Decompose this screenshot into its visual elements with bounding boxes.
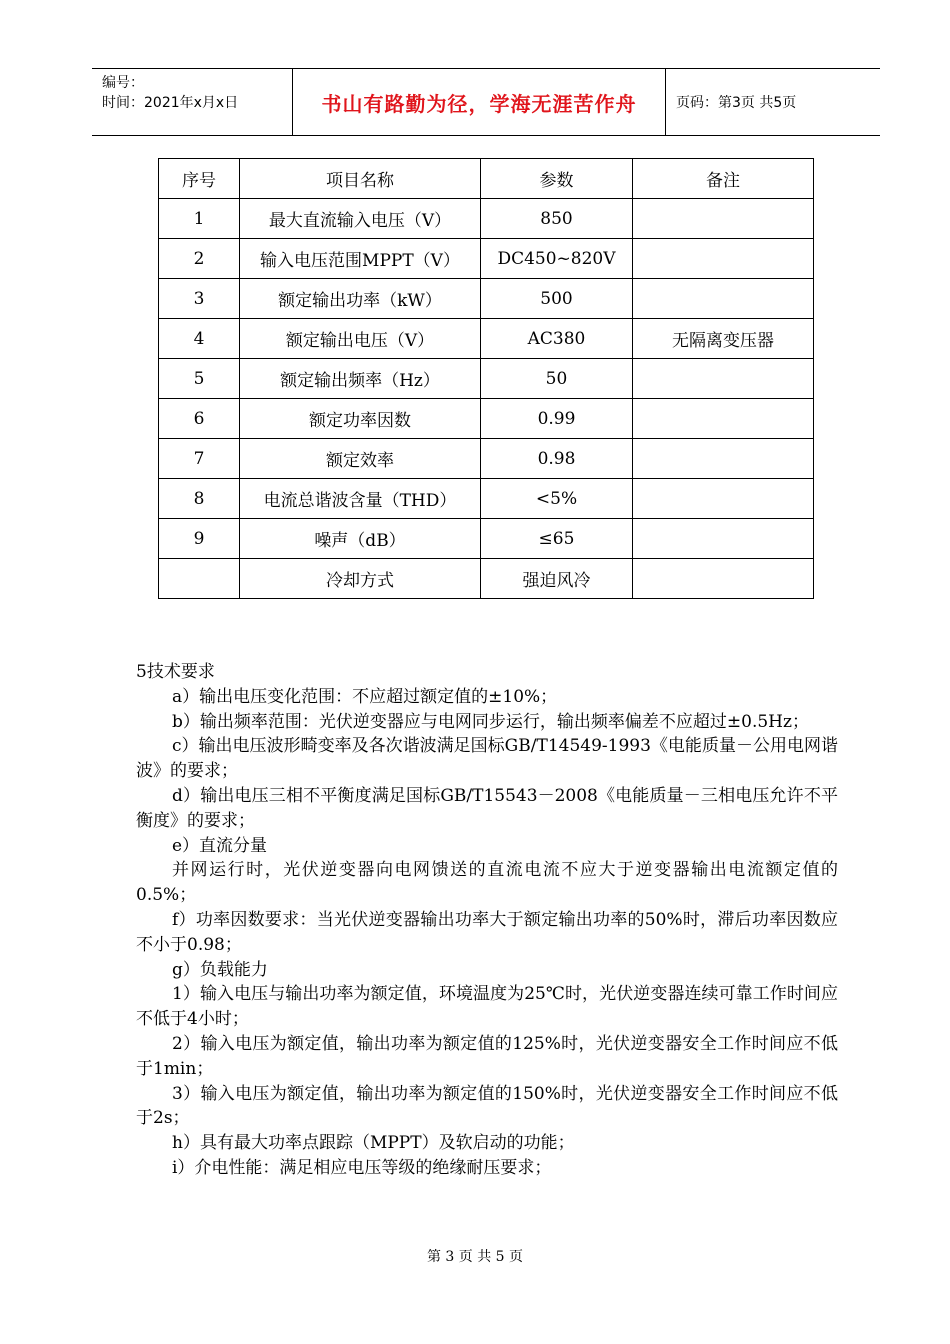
requirement-paragraph: h）具有最大功率点跟踪（MPPT）及软启动的功能； [172, 1133, 575, 1154]
cell-value: ≤65 [481, 519, 633, 559]
column-header-item: 项目名称 [240, 159, 481, 199]
cell-index: 7 [159, 439, 240, 479]
column-header-remark: 备注 [633, 159, 814, 199]
requirement-paragraph: 1）输入电压与输出功率为额定值，环境温度为25℃时，光伏逆变器连续可靠工作时间应不低于4小时； [136, 984, 838, 1030]
cell-value: 强迫风冷 [481, 559, 633, 599]
requirement-paragraph: i）介电性能：满足相应电压等级的绝缘耐压要求； [172, 1157, 552, 1178]
requirement-paragraph: a）输出电压变化范围：不应超过额定值的±10%； [172, 686, 558, 707]
cell-remark: 无隔离变压器 [633, 319, 814, 359]
technical-requirements-section [136, 660, 838, 1181]
requirement-paragraph: b）输出频率范围：光伏逆变器应与电网同步运行，输出频率偏差不应超过±0.5Hz； [172, 711, 809, 732]
table-row [159, 519, 814, 559]
requirement-paragraph: 2）输入电压为额定值，输出功率为额定值的125%时，光伏逆变器安全工作时间应不低于1min； [136, 1033, 838, 1079]
cell-index: 8 [159, 479, 240, 519]
cell-remark [633, 559, 814, 599]
cell-remark [633, 199, 814, 239]
requirement-paragraph: d）输出电压三相不平衡度满足国标GB/T15543－2008《电能质量－三相电压允许不平衡度》的要求； [136, 785, 838, 831]
cell-value: DC450~820V [481, 239, 633, 279]
cell-remark [633, 359, 814, 399]
cell-index: 1 [159, 199, 240, 239]
requirement-paragraph: c）输出电压波形畸变率及各次谐波满足国标GB/T14549-1993《电能质量－公用电网谐波》的要求； [136, 736, 838, 782]
section-title: 5技术要求 [136, 662, 215, 682]
cell-index: 9 [159, 519, 240, 559]
table-row [159, 279, 814, 319]
requirement-paragraph: f）功率因数要求：当光伏逆变器输出功率大于额定输出功率的50%时，滞后功率因数应不小于0.98； [136, 909, 838, 955]
document-number-label: 编号： [102, 75, 144, 91]
page-footer: 第 3 页 共 5 页 [426, 1249, 524, 1265]
requirement-paragraph: 并网运行时，光伏逆变器向电网馈送的直流电流不应大于逆变器输出电流额定值的0.5%； [136, 860, 838, 906]
cell-index: 4 [159, 319, 240, 359]
table-row [159, 439, 814, 479]
cell-index: 3 [159, 279, 240, 319]
cell-item: 额定功率因数 [240, 399, 481, 439]
table-row [159, 319, 814, 359]
cell-value: 0.98 [481, 439, 633, 479]
document-time: 时间：2021年x月x日 [102, 95, 239, 111]
cell-remark [633, 479, 814, 519]
cell-item: 额定输出电压（V） [240, 319, 481, 359]
page-header [92, 68, 880, 136]
table-row [159, 479, 814, 519]
cell-remark [633, 399, 814, 439]
table-row [159, 559, 814, 599]
cell-index: 2 [159, 239, 240, 279]
cell-value: 500 [481, 279, 633, 319]
parameters-table [158, 158, 814, 599]
cell-item: 电流总谐波含量（THD） [240, 479, 481, 519]
header-motto: 书山有路勤为径，学海无涯苦作舟 [293, 69, 666, 135]
table-row [159, 199, 814, 239]
cell-item: 最大直流输入电压（V） [240, 199, 481, 239]
requirement-paragraph: e）直流分量 [172, 835, 268, 856]
cell-item: 冷却方式 [240, 559, 481, 599]
cell-item: 额定效率 [240, 439, 481, 479]
cell-remark [633, 279, 814, 319]
cell-item: 额定输出功率（kW） [240, 279, 481, 319]
header-page-number: 页码：第3页 共5页 [676, 95, 797, 111]
column-header-index: 序号 [159, 159, 240, 199]
requirement-paragraph: g）负载能力 [172, 959, 268, 980]
cell-index: 5 [159, 359, 240, 399]
cell-remark [633, 519, 814, 559]
table-row [159, 399, 814, 439]
cell-item: 额定输出频率（Hz） [240, 359, 481, 399]
column-header-value: 参数 [481, 159, 633, 199]
cell-item: 噪声（dB） [240, 519, 481, 559]
cell-value: 50 [481, 359, 633, 399]
requirement-paragraph: 3）输入电压为额定值，输出功率为额定值的150%时，光伏逆变器安全工作时间应不低于2s； [136, 1083, 838, 1129]
cell-item: 输入电压范围MPPT（V） [240, 239, 481, 279]
cell-value: 0.99 [481, 399, 633, 439]
table-header-row [159, 159, 814, 199]
header-meta [92, 69, 293, 135]
cell-value: AC380 [481, 319, 633, 359]
table-row [159, 359, 814, 399]
cell-index [159, 559, 240, 599]
cell-value: 850 [481, 199, 633, 239]
table-row [159, 239, 814, 279]
cell-value: <5% [481, 479, 633, 519]
cell-remark [633, 439, 814, 479]
cell-remark [633, 239, 814, 279]
cell-index: 6 [159, 399, 240, 439]
